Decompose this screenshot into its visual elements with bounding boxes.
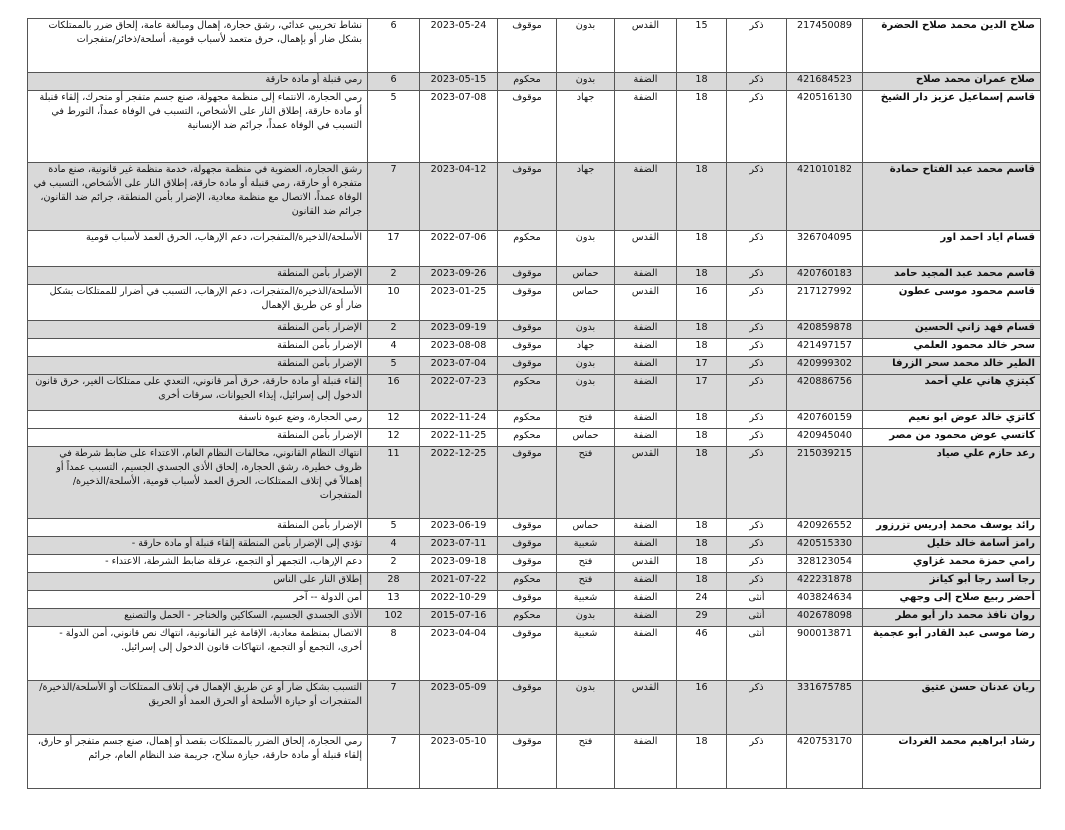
cell-date: 2022-11-24	[420, 411, 498, 429]
cell-affiliation: حماس	[557, 267, 615, 285]
cell-years: 7	[368, 681, 420, 735]
cell-gender: ذكر	[727, 339, 787, 357]
table-row	[28, 735, 1041, 789]
cell-status: موقوف	[498, 163, 557, 231]
cell-gender: ذكر	[727, 681, 787, 735]
cell-name: ريان عدنان حسن عتيق	[863, 681, 1041, 735]
cell-name: رائد يوسف محمد إدريس تزرزور	[863, 519, 1041, 537]
cell-id-number: 422231878	[787, 573, 863, 591]
cell-years: 7	[368, 163, 420, 231]
cell-id-number: 900013871	[787, 627, 863, 681]
cell-region: الضفة	[615, 73, 677, 91]
cell-charges: الاتصال بمنظمة معادية، الإقامة غير القانونية، انتهاك نص قانوني، أمن الدولة - أخرى، التجمع أو التجمع، انتهاكات قانون الدخول إلى إسرائيل.	[28, 627, 368, 681]
cell-id-number: 420945040	[787, 429, 863, 447]
cell-region: الضفة	[615, 163, 677, 231]
cell-name: سحر خالد محمود العلمي	[863, 339, 1041, 357]
cell-date: 2022-07-06	[420, 231, 498, 267]
table-row	[28, 411, 1041, 429]
table-row	[28, 321, 1041, 339]
cell-years: 2	[368, 267, 420, 285]
cell-status: محكوم	[498, 411, 557, 429]
cell-date: 2023-05-24	[420, 19, 498, 73]
cell-status: موقوف	[498, 537, 557, 555]
cell-region: الضفة	[615, 339, 677, 357]
cell-date: 2023-09-18	[420, 555, 498, 573]
cell-id-number: 402678098	[787, 609, 863, 627]
cell-id-number: 420515330	[787, 537, 863, 555]
cell-affiliation: جهاد	[557, 91, 615, 163]
cell-affiliation: فتح	[557, 735, 615, 789]
cell-years: 5	[368, 357, 420, 375]
cell-age: 18	[677, 447, 727, 519]
cell-years: 2	[368, 555, 420, 573]
cell-name: قاسم محمد عبد الفتاح حمادة	[863, 163, 1041, 231]
cell-gender: ذكر	[727, 447, 787, 519]
cell-age: 18	[677, 163, 727, 231]
cell-years: 5	[368, 91, 420, 163]
cell-charges: انتهاك النظام القانوني، مخالفات النظام العام، الاعتداء على ضابط شرطة في ظروف خطيرة، رشق الحجارة، إلحاق الأذى الجسدي الجسيم، التسبب عمداً أو إهمالاً في إتلاف الممتلكات، الحرق العمد لأسباب قومية، الأسلحة/الذخيرة/المتفجرات	[28, 447, 368, 519]
cell-age: 18	[677, 91, 727, 163]
cell-age: 18	[677, 555, 727, 573]
cell-age: 18	[677, 735, 727, 789]
cell-date: 2023-07-11	[420, 537, 498, 555]
cell-name: روان نافذ محمد دار أبو مطر	[863, 609, 1041, 627]
cell-id-number: 420999302	[787, 357, 863, 375]
cell-affiliation: بدون	[557, 357, 615, 375]
cell-name: قاسم محمد عبد المجيد حامد	[863, 267, 1041, 285]
cell-name: كاتزي خالد عوض ابو نعيم	[863, 411, 1041, 429]
cell-region: الضفة	[615, 321, 677, 339]
table-row	[28, 627, 1041, 681]
cell-status: موقوف	[498, 519, 557, 537]
cell-charges: الإضرار بأمن المنطقة	[28, 357, 368, 375]
cell-years: 4	[368, 339, 420, 357]
cell-date: 2022-10-29	[420, 591, 498, 609]
cell-id-number: 326704095	[787, 231, 863, 267]
cell-gender: ذكر	[727, 735, 787, 789]
cell-charges: إطلاق النار على الناس	[28, 573, 368, 591]
cell-years: 6	[368, 19, 420, 73]
cell-age: 18	[677, 519, 727, 537]
cell-id-number: 420516130	[787, 91, 863, 163]
cell-date: 2023-07-04	[420, 357, 498, 375]
cell-charges: الإضرار بأمن المنطقة	[28, 339, 368, 357]
cell-id-number: 217450089	[787, 19, 863, 73]
table-row	[28, 609, 1041, 627]
table-row	[28, 267, 1041, 285]
cell-age: 18	[677, 267, 727, 285]
cell-charges: الأذى الجسدي الجسيم، السكاكين والخناجر - الحمل والتصنيع	[28, 609, 368, 627]
cell-years: 102	[368, 609, 420, 627]
cell-gender: ذكر	[727, 555, 787, 573]
cell-status: موقوف	[498, 357, 557, 375]
table-row	[28, 537, 1041, 555]
cell-name: قسام اياد احمد اور	[863, 231, 1041, 267]
cell-date: 2021-07-22	[420, 573, 498, 591]
cell-name: رضا موسى عبد القادر أبو عجمية	[863, 627, 1041, 681]
table-row	[28, 375, 1041, 411]
cell-gender: ذكر	[727, 537, 787, 555]
cell-id-number: 331675785	[787, 681, 863, 735]
cell-region: الضفة	[615, 267, 677, 285]
cell-charges: التسبب بشكل ضار أو عن طريق الإهمال في إتلاف الممتلكات أو الأسلحة/الذخيرة/المتفجرات أو حيازة الأسلحة أو الحرق العمد أو الحريق	[28, 681, 368, 735]
cell-name: كاتسي عوض محمود من مصر	[863, 429, 1041, 447]
cell-affiliation: بدون	[557, 375, 615, 411]
cell-years: 2	[368, 321, 420, 339]
cell-id-number: 420886756	[787, 375, 863, 411]
cell-date: 2023-04-04	[420, 627, 498, 681]
cell-region: الضفة	[615, 375, 677, 411]
cell-status: موقوف	[498, 681, 557, 735]
table-row	[28, 73, 1041, 91]
table-row	[28, 573, 1041, 591]
cell-id-number: 420926552	[787, 519, 863, 537]
cell-age: 18	[677, 429, 727, 447]
cell-date: 2023-06-19	[420, 519, 498, 537]
cell-status: محكوم	[498, 573, 557, 591]
table-row	[28, 163, 1041, 231]
cell-age: 15	[677, 19, 727, 73]
cell-status: موقوف	[498, 447, 557, 519]
cell-date: 2015-07-16	[420, 609, 498, 627]
cell-age: 29	[677, 609, 727, 627]
cell-id-number: 328123054	[787, 555, 863, 573]
cell-affiliation: جهاد	[557, 163, 615, 231]
cell-status: محكوم	[498, 73, 557, 91]
cell-gender: ذكر	[727, 429, 787, 447]
cell-date: 2022-11-25	[420, 429, 498, 447]
cell-region: الضفة	[615, 429, 677, 447]
cell-status: موقوف	[498, 321, 557, 339]
cell-years: 13	[368, 591, 420, 609]
cell-region: الضفة	[615, 735, 677, 789]
cell-charges: الأسلحة/الذخيرة/المتفجرات، دعم الإرهاب، التسبب في أضرار للممتلكات بشكل ضار أو عن طريق الإهمال	[28, 285, 368, 321]
table-row	[28, 429, 1041, 447]
prisoner-records-table	[27, 18, 1041, 789]
cell-name: صلاح عمران محمد صلاح	[863, 73, 1041, 91]
cell-region: الضفة	[615, 411, 677, 429]
cell-id-number: 217127992	[787, 285, 863, 321]
table-row	[28, 447, 1041, 519]
cell-date: 2023-07-08	[420, 91, 498, 163]
cell-affiliation: حماس	[557, 429, 615, 447]
cell-status: موقوف	[498, 627, 557, 681]
cell-charges: الإضرار بأمن المنطقة	[28, 321, 368, 339]
cell-status: موقوف	[498, 591, 557, 609]
cell-name: رامز أسامة خالد خليل	[863, 537, 1041, 555]
cell-affiliation: فتح	[557, 447, 615, 519]
cell-status: موقوف	[498, 339, 557, 357]
cell-years: 16	[368, 375, 420, 411]
cell-name: كيتزي هاني علي أحمد	[863, 375, 1041, 411]
cell-region: الضفة	[615, 537, 677, 555]
cell-status: محكوم	[498, 231, 557, 267]
cell-status: محكوم	[498, 429, 557, 447]
cell-status: موقوف	[498, 19, 557, 73]
cell-id-number: 420760159	[787, 411, 863, 429]
cell-name: قاسم إسماعيل عزيز دار الشيخ	[863, 91, 1041, 163]
cell-region: الضفة	[615, 627, 677, 681]
cell-affiliation: فتح	[557, 573, 615, 591]
cell-years: 10	[368, 285, 420, 321]
cell-gender: أنثى	[727, 609, 787, 627]
cell-region: القدس	[615, 285, 677, 321]
cell-name: قاسم محمود موسى عطون	[863, 285, 1041, 321]
table-row	[28, 231, 1041, 267]
cell-name: رعد حازم علي صياد	[863, 447, 1041, 519]
cell-age: 46	[677, 627, 727, 681]
cell-charges: الإضرار بأمن المنطقة	[28, 429, 368, 447]
cell-age: 18	[677, 321, 727, 339]
cell-status: موقوف	[498, 91, 557, 163]
cell-gender: ذكر	[727, 375, 787, 411]
cell-years: 12	[368, 429, 420, 447]
cell-affiliation: شعبية	[557, 627, 615, 681]
cell-id-number: 420753170	[787, 735, 863, 789]
cell-age: 17	[677, 375, 727, 411]
table-row	[28, 519, 1041, 537]
cell-region: الضفة	[615, 519, 677, 537]
cell-status: موقوف	[498, 267, 557, 285]
cell-gender: ذكر	[727, 231, 787, 267]
cell-name: أحضر ربيع صلاح إلى وجهي	[863, 591, 1041, 609]
table-row	[28, 357, 1041, 375]
cell-gender: ذكر	[727, 19, 787, 73]
cell-charges: رمي قنبلة أو مادة حارقة	[28, 73, 368, 91]
cell-region: القدس	[615, 555, 677, 573]
cell-years: 8	[368, 627, 420, 681]
cell-name: رشاد ابراهيم محمد الغردات	[863, 735, 1041, 789]
cell-age: 18	[677, 573, 727, 591]
cell-age: 16	[677, 285, 727, 321]
cell-years: 7	[368, 735, 420, 789]
cell-date: 2023-09-26	[420, 267, 498, 285]
cell-affiliation: شعبية	[557, 591, 615, 609]
cell-name: الطير خالد محمد سحر الزرفا	[863, 357, 1041, 375]
cell-charges: تؤدي إلى الإضرار بأمن المنطقة إلقاء قنبلة أو مادة حارقة -	[28, 537, 368, 555]
cell-charges: الإضرار بأمن المنطقة	[28, 267, 368, 285]
table-row	[28, 555, 1041, 573]
cell-age: 18	[677, 339, 727, 357]
cell-date: 2022-12-25	[420, 447, 498, 519]
cell-years: 17	[368, 231, 420, 267]
cell-id-number: 420760183	[787, 267, 863, 285]
cell-status: محكوم	[498, 375, 557, 411]
cell-name: صلاح الدين محمد صلاح الحضرة	[863, 19, 1041, 73]
cell-affiliation: جهاد	[557, 339, 615, 357]
cell-age: 17	[677, 357, 727, 375]
cell-name: رامي حمزة محمد غزاوي	[863, 555, 1041, 573]
cell-affiliation: شعبية	[557, 537, 615, 555]
cell-charges: دعم الإرهاب، التجمهر أو التجمع، عرقلة ضابط الشرطة، الاعتداء -	[28, 555, 368, 573]
table-row	[28, 285, 1041, 321]
cell-years: 11	[368, 447, 420, 519]
cell-date: 2023-05-15	[420, 73, 498, 91]
cell-years: 4	[368, 537, 420, 555]
cell-affiliation: حماس	[557, 285, 615, 321]
cell-region: القدس	[615, 19, 677, 73]
cell-region: القدس	[615, 681, 677, 735]
cell-years: 5	[368, 519, 420, 537]
table-row	[28, 91, 1041, 163]
cell-age: 18	[677, 231, 727, 267]
cell-age: 16	[677, 681, 727, 735]
cell-gender: ذكر	[727, 285, 787, 321]
cell-gender: ذكر	[727, 163, 787, 231]
table-row	[28, 681, 1041, 735]
cell-id-number: 421010182	[787, 163, 863, 231]
cell-affiliation: فتح	[557, 411, 615, 429]
cell-date: 2023-05-10	[420, 735, 498, 789]
cell-charges: رشق الحجارة، العضوية في منظمة مجهولة، خدمة منظمة غير قانونية، صنع مادة متفجرة أو حارقة، رمي قنبلة أو مادة حارقة، إطلاق النار على الأشخاص، التسبب في الوفاة عمداً، الاتصال مع منظمة معادية، الإضرار بأمن المنطقة، جرائم ضد القانون، جرائم ضد القانون	[28, 163, 368, 231]
cell-years: 6	[368, 73, 420, 91]
cell-gender: ذكر	[727, 91, 787, 163]
cell-gender: ذكر	[727, 357, 787, 375]
cell-charges: نشاط تخريبي عدائي، رشق حجارة، إهمال ومبالغة عامة، إلحاق ضرر بالممتلكات بشكل ضار أو بإهمال، حرق متعمد لأسباب قومية، أسلحة/ذخائر/متفجرات	[28, 19, 368, 73]
cell-charges: رمي الحجارة، إلحاق الضرر بالممتلكات بقصد أو إهمال، صنع جسم متفجر أو حارق، إلقاء قنبلة أو مادة حارقة، حيازة سلاح، جريمة ضد النظام العام، جرائم	[28, 735, 368, 789]
cell-id-number: 215039215	[787, 447, 863, 519]
cell-years: 28	[368, 573, 420, 591]
cell-charges: إلقاء قنبلة أو مادة حارقة، خرق أمر قانوني، التعدي على ممتلكات الغير، خرق قانون الدخول إلى إسرائيل، إيذاء الحيوانات، سرقات أخرى	[28, 375, 368, 411]
cell-gender: ذكر	[727, 519, 787, 537]
cell-gender: ذكر	[727, 267, 787, 285]
cell-affiliation: بدون	[557, 321, 615, 339]
cell-status: محكوم	[498, 609, 557, 627]
cell-id-number: 420859878	[787, 321, 863, 339]
cell-gender: ذكر	[727, 73, 787, 91]
cell-name: قسام فهد زاني الحسين	[863, 321, 1041, 339]
table-row	[28, 19, 1041, 73]
cell-date: 2022-07-23	[420, 375, 498, 411]
cell-date: 2023-09-19	[420, 321, 498, 339]
cell-id-number: 421684523	[787, 73, 863, 91]
cell-age: 18	[677, 411, 727, 429]
cell-status: موقوف	[498, 285, 557, 321]
table-body	[28, 19, 1041, 789]
cell-id-number: 403824634	[787, 591, 863, 609]
cell-affiliation: بدون	[557, 73, 615, 91]
cell-affiliation: حماس	[557, 519, 615, 537]
cell-age: 24	[677, 591, 727, 609]
cell-region: القدس	[615, 447, 677, 519]
cell-gender: أنثى	[727, 627, 787, 681]
cell-gender: ذكر	[727, 321, 787, 339]
cell-charges: رمي الحجارة، الانتماء إلى منظمة مجهولة، صنع جسم متفجر أو متحرك، إلقاء قنبلة أو مادة حارقة، إطلاق النار على الأشخاص، التسبب في الوفاة عمداً، التورط في التسبب في الوفاة عمداً، جرائم ضد الإنسانية	[28, 91, 368, 163]
cell-region: الضفة	[615, 609, 677, 627]
cell-status: موقوف	[498, 735, 557, 789]
cell-date: 2023-04-12	[420, 163, 498, 231]
cell-region: الضفة	[615, 591, 677, 609]
cell-date: 2023-01-25	[420, 285, 498, 321]
cell-gender: ذكر	[727, 411, 787, 429]
cell-affiliation: بدون	[557, 681, 615, 735]
cell-date: 2023-05-09	[420, 681, 498, 735]
cell-charges: الأسلحة/الذخيرة/المتفجرات، دعم الإرهاب، الحرق العمد لأسباب قومية	[28, 231, 368, 267]
cell-gender: ذكر	[727, 573, 787, 591]
cell-region: القدس	[615, 231, 677, 267]
table-row	[28, 339, 1041, 357]
cell-age: 18	[677, 73, 727, 91]
cell-charges: رمي الحجارة، وضع عبوة ناسفة	[28, 411, 368, 429]
cell-affiliation: بدون	[557, 609, 615, 627]
cell-region: الضفة	[615, 573, 677, 591]
table-row	[28, 591, 1041, 609]
cell-id-number: 421497157	[787, 339, 863, 357]
cell-affiliation: بدون	[557, 231, 615, 267]
cell-region: الضفة	[615, 91, 677, 163]
cell-date: 2023-08-08	[420, 339, 498, 357]
cell-affiliation: بدون	[557, 19, 615, 73]
cell-affiliation: فتح	[557, 555, 615, 573]
cell-charges: أمن الدولة -- آخر	[28, 591, 368, 609]
cell-gender: أنثى	[727, 591, 787, 609]
cell-name: رجا أسد رجا أبو كيانز	[863, 573, 1041, 591]
cell-region: الضفة	[615, 357, 677, 375]
cell-charges: الإضرار بأمن المنطقة	[28, 519, 368, 537]
cell-years: 12	[368, 411, 420, 429]
cell-status: موقوف	[498, 555, 557, 573]
cell-age: 18	[677, 537, 727, 555]
